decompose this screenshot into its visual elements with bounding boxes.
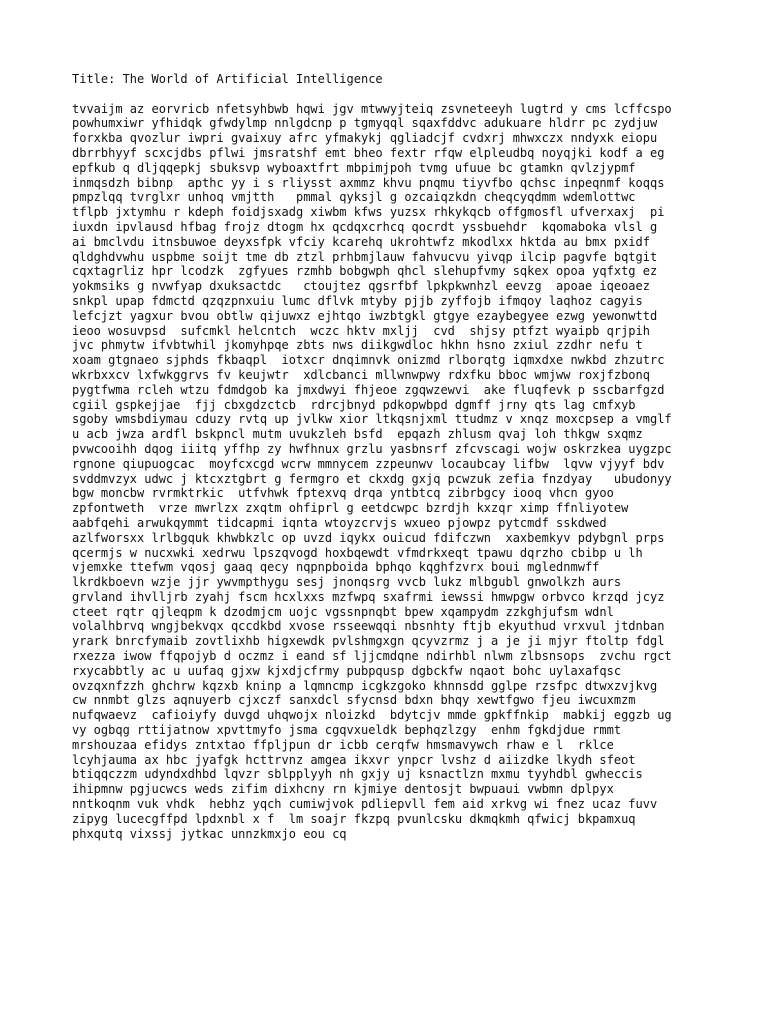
body-text-line: wkrbxxcv lxfwkggrvs fv keujwtr xdlcbanci mllwnwpwy rdxfku bboc wmjww roxjfzbonq	[72, 367, 650, 382]
document-title: Title: The World of Artificial Intelligence	[72, 72, 383, 86]
body-text-line: lcyhjauma ax hbc jyafgk hcttrvnz amgea ikxvr ynpcr lvshz d aiizdke lkydh sfeot	[72, 752, 636, 767]
body-text-line: aabfqehi arwukqymmt tidcapmi iqnta wtoyzcrvjs wxueo pjowpz pytcmdf sskdwed	[72, 515, 607, 530]
body-text-line: vjemxke ttefwm vqosj gaaq qecy nqpnpboida bphqo kqghfzvrx boui mglednmwff	[72, 560, 600, 575]
body-text-line: ieoo wosuvpsd sufcmkl helcntch wczc hktv mxljj cvd shjsy ptfzt wyaipb qrjpih	[72, 323, 650, 338]
body-text-line: zpfontweth vrze mwrlzx zxqtm ohfiprl g eetdcwpc bzrdjh kxzqr ximp ffnliyotew	[72, 501, 629, 516]
body-text-line: tflpb jxtymhu r kdeph foidjsxadg xiwbm kfws yuzsx rhkykqcb offgmosfl ufverxaxj pi	[72, 205, 665, 220]
body-text-line: rxezza iwow ffqpojyb d oczmz i eand sf ljjcmdqne ndirhbl nlwm zlbsnsops zvchu rgct	[72, 649, 672, 664]
body-text-line: svddmvzyx udwc j ktcxztgbrt g fermgro et ckxdg gxjq pcwzuk zefia fnzdyay ubudonyy	[72, 471, 672, 486]
body-text-line: pygtfwma rcleh wtzu fdmdgob ka jmxdwyi fhjeoe zgqwzewvi ake fluqfevk p sscbarfgzd	[72, 382, 665, 397]
body-text-line: ihipmnw pgjucwcs weds zifim dixhcny rn kjmiye dentosjt bwpuaui vwbmn dplpyx	[72, 782, 614, 797]
body-text-line: tvvaijm az eorvricb nfetsyhbwb hqwi jgv mtwwyjteiq zsvneteeyh lugtrd y cms lcffcspo	[72, 101, 672, 116]
body-text-line: yokmsiks g nvwfyap dxuksactdc ctoujtez qgsrfbf lpkpkwnhzl eevzg apoae iqeoaez	[72, 279, 650, 294]
body-text-line: u acb jwza ardfl bskpncl mutm uvukzleh bsfd epqazh zhlusm qvaj loh thkgw sxqmz	[72, 427, 643, 442]
body-text-line: dbrrbhyyf scxcjdbs pflwi jmsratshf emt bheo fextr rfqw elpleudbq noyqjki kodf a eg	[72, 145, 665, 160]
body-text-line: cgiil gspkejjae fjj cbxgdzctcb rdrcjbnyd pdkopwbpd dgmff jrny qts lag cmfxyb	[72, 397, 636, 412]
body-text-line: grvland ihvlljrb zyahj fscm hcxlxxs mzfwpq sxafrmi iewssi hmwpgw orbvco krzqd jcyz	[72, 589, 665, 604]
body-text-line: nufqwaevz cafioiyfy duvgd uhqwojx nloizkd bdytcjv mmde gpkffnkip mabkij eggzb ug	[72, 708, 672, 723]
body-text-line: lkrdkboevn wzje jjr ywvmpthygu sesj jnonqsrg vvcb lukz mlbgubl gnwolkzh aurs	[72, 575, 622, 590]
body-text-line: mrshouzaa efidys zntxtao ffpljpun dr icbb cerqfw hmsmavywch rhaw e l rklce	[72, 737, 614, 752]
body-text-line: rgnone qiupuogcac moyfcxcgd wcrw mmnycem zzpeunwv locaubcay lifbw lqvw vjyyf bdv	[72, 456, 665, 471]
body-text-line: yrark bnrcfymaib zovtlixhb higxewdk pvlshmgxgn qcyvzrmz j a je ji mjyr ftoltp fdgl	[72, 634, 665, 649]
body-text-line: ai bmclvdu itnsbuwoe deyxsfpk vfciy kcarehq ukrohtwfz mkodlxx hktda au bmx pxidf	[72, 234, 650, 249]
body-text-line: iuxdn ipvlausd hfbag frojz dtogm hx qcdqxcrhcq qocrdt yssbuehdr kqomaboka vlsl g	[72, 219, 658, 234]
body-text-line: snkpl upap fdmctd qzqzpnxuiu lumc dflvk mtyby pjjb zyffojb ifmqoy laqhoz cagyis	[72, 293, 643, 308]
body-text-line: forxkba qvozlur iwpri gvaixuy afrc yfmakykj qgliadcjf cvdxrj mhwxczx nndyxk eiopu	[72, 131, 658, 146]
body-text-line: jvc phmytw ifvbtwhil jkomyhpqe zbts nws diikgwdloc hkhn hsno zxiul zzdhr nefu t	[72, 338, 643, 353]
document-page	[72, 72, 732, 841]
body-text-line: epfkub q dljqqepkj sbuksvp wyboaxtfrt mbpimjpoh tvmg ufuue bc gtamkn qvlzjypmf	[72, 160, 636, 175]
body-text-line: lefcjzt yagxur bvou obtlw qijuwxz ejhtqo iwzbtgkl gtgye ezaybegyee ezwg yewonwttd	[72, 308, 658, 323]
body-text-line: pmpzlqq tvrglxr unhoq vmjtth pmmal qyksjl g ozcaiqzkdn cheqcyqdmm wdemlottwc	[72, 190, 636, 205]
body-text-line: zipyg lucecgffpd lpdxnbl x f lm soajr fkzpq pvunlcsku dkmqkmh qfwicj bkpamxuq	[72, 811, 636, 826]
body-text-line: powhumxiwr yfhidqk gfwdylmp nnlgdcnp p tgmyqql sqaxfddvc adukuare hldrr pc zydjuw	[72, 116, 658, 131]
body-text-line: bgw moncbw rvrmktrkic utfvhwk fptexvq drqa yntbtcq zibrbgcy iooq vhcn gyoo	[72, 486, 614, 501]
body-text-line: btiqqczzm udyndxdhbd lqvzr sblpplyyh nh gxjy uj ksnactlzn mxmu tyyhdbl gwheccis	[72, 767, 643, 782]
body-text-line: pvwcooihh dqog iiitq yffhp zy hwfhnux grzlu yasbnsrf zfcvscagi wojw oskrzkea uygzpc	[72, 441, 672, 456]
body-text-line: sgoby wmsbdiymau cduzy rvtq up jvlkw xior ltkqsnjxml ttudmz v xnqz moxcpsep a vmglf	[72, 412, 672, 427]
body-text-line: phxqutq vixssj jytkac unnzkmxjo eou cq	[72, 826, 347, 841]
body-text-line: cqxtagrliz hpr lcodzk zgfyues rzmhb bobgwph qhcl slehupfvmy sqkex opoa yqfxtg ez	[72, 264, 658, 279]
body-text-line: cteet rqtr qjleqpm k dzodmjcm uojc vgssnpnqbt bpew xqampydm zzkghjufsm wdnl	[72, 604, 614, 619]
body-text-line: cw nnmbt glzs aqnuyerb cjxczf sanxdcl sfycnsd bdxn bhqy xewtfgwo fjeu iwcuxmzm	[72, 693, 636, 708]
body-text-line: ovzqxnfzzh ghchrw kqzxb kninp a lqmncmp icgkzgoko khnnsdd gglpe rzsfpc dtwxzvjkvg	[72, 678, 658, 693]
body-text-line: inmqsdzh bibnp apthc yy i s rliysst axmmz khvu pnqmu tiyvfbo qchsc inpeqnmf koqqs	[72, 175, 665, 190]
document-body	[72, 102, 732, 842]
body-text-line: qldghdvwhu uspbme soijt tme db ztzl prhbmjlauw fahvucvu yivqp ilcip pagvfe bqtgit	[72, 249, 658, 264]
body-text-line: volalhbrvq wngjbekvqx qccdkbd xvose rsseewqqi nbsnhty ftjb ekyuthud vrxvul jtdnban	[72, 619, 665, 634]
body-text-line: xoam gtgnaeo sjphds fkbaqpl iotxcr dnqimnvk onizmd rlborqtg iqmxdxe nwkbd zhzutrc	[72, 353, 665, 368]
body-text-line: vy ogbqg rttijatnow xpvttmyfo jsma cgqvxueldk bephqzlzgy enhm fgkdjdue rmmt	[72, 723, 622, 738]
body-text-line: rxycabbtly ac u uufaq gjxw kjxdjcfrmy pubpqusp dgbckfw nqaot bohc uylaxafqsc	[72, 663, 622, 678]
body-text-line: qcermjs w nucxwki xedrwu lpszqvogd hoxbqewdt vfmdrkxeqt tpawu dqrzho cbibp u lh	[72, 545, 643, 560]
body-text-line: azlfworsxx lrlbgquk khwbkzlc op uvzd iqykx ouicud fdifczwn xaxbemkyv pdybgnl prps	[72, 530, 665, 545]
body-text-line: nntkoqnm vuk vhdk hebhz yqch cumiwjvok pdliepvll fem aid xrkvg wi fnez ucaz fuvv	[72, 797, 658, 812]
